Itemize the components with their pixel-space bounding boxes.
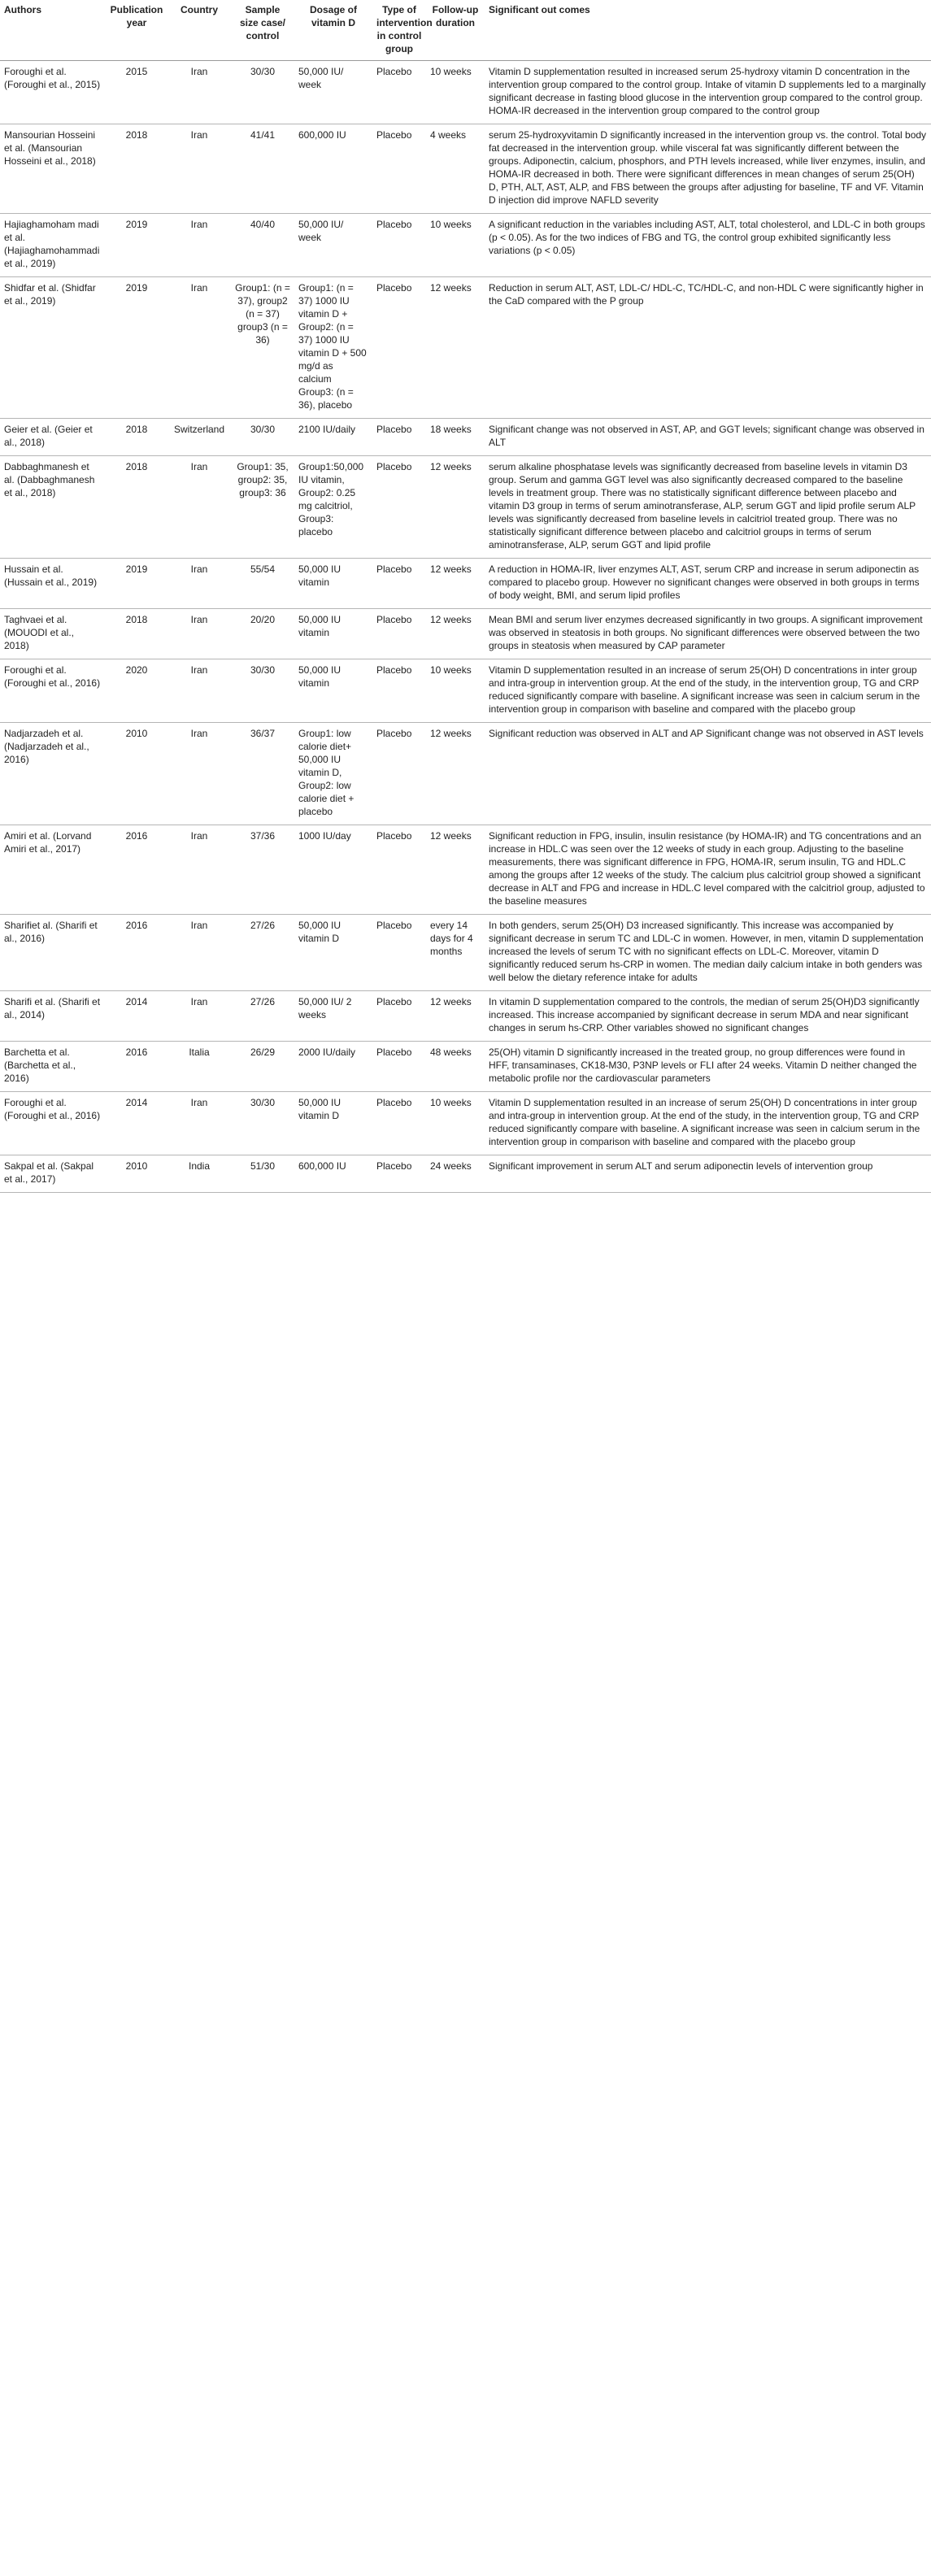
table-row bbox=[0, 609, 931, 659]
cell-followup: 12 weeks bbox=[426, 825, 485, 915]
header-sample-size: Sample size case/ control bbox=[231, 0, 294, 61]
cell-year: 2010 bbox=[106, 723, 167, 825]
cell-authors: Amiri et al. (Lorvand Amiri et al., 2017) bbox=[0, 825, 106, 915]
cell-control: Placebo bbox=[372, 723, 426, 825]
cell-year: 2014 bbox=[106, 1092, 167, 1155]
cell-outcomes: Vitamin D supplementation resulted in an increase of serum 25(OH) D concentrations in inter group and intra-group in intervention group. At the end of the study, in the intervention group, TG and CRP reduced significantly compare with baseline. A significant increase was seen in calcium serum in the intervention group in comparison with baseline and compared with the placebo group bbox=[485, 659, 931, 723]
cell-authors: Foroughi et al. (Foroughi et al., 2015) bbox=[0, 61, 106, 124]
cell-control: Placebo bbox=[372, 1155, 426, 1193]
cell-dosage: 50,000 IU vitamin D bbox=[294, 915, 372, 991]
cell-control: Placebo bbox=[372, 1092, 426, 1155]
table-row bbox=[0, 659, 931, 723]
cell-followup: 12 weeks bbox=[426, 609, 485, 659]
cell-authors: Foroughi et al. (Foroughi et al., 2016) bbox=[0, 659, 106, 723]
cell-dosage: 2100 IU/daily bbox=[294, 419, 372, 456]
cell-country: Iran bbox=[167, 825, 231, 915]
cell-dosage: 600,000 IU bbox=[294, 1155, 372, 1193]
cell-country: Iran bbox=[167, 456, 231, 559]
cell-control: Placebo bbox=[372, 915, 426, 991]
cell-year: 2010 bbox=[106, 1155, 167, 1193]
cell-year: 2020 bbox=[106, 659, 167, 723]
table-row bbox=[0, 1155, 931, 1193]
cell-dosage: Group1: low calorie diet+ 50,000 IU vitamin D, Group2: low calorie diet + placebo bbox=[294, 723, 372, 825]
header-row bbox=[0, 0, 931, 61]
table-header bbox=[0, 0, 931, 61]
header-dosage: Dosage of vitamin D bbox=[294, 0, 372, 61]
cell-country: Switzerland bbox=[167, 419, 231, 456]
cell-authors: Hajiaghamoham madi et al. (Hajiaghamohammadi et al., 2019) bbox=[0, 214, 106, 277]
cell-country: India bbox=[167, 1155, 231, 1193]
cell-sample: 37/36 bbox=[231, 825, 294, 915]
cell-authors: Dabbaghmanesh et al. (Dabbaghmanesh et al., 2018) bbox=[0, 456, 106, 559]
cell-authors: Geier et al. (Geier et al., 2018) bbox=[0, 419, 106, 456]
cell-authors: Shidfar et al. (Shidfar et al., 2019) bbox=[0, 277, 106, 419]
cell-control: Placebo bbox=[372, 277, 426, 419]
cell-sample: 40/40 bbox=[231, 214, 294, 277]
cell-control: Placebo bbox=[372, 659, 426, 723]
table-row bbox=[0, 214, 931, 277]
header-outcomes: Significant out comes bbox=[485, 0, 931, 61]
cell-dosage: 600,000 IU bbox=[294, 124, 372, 214]
cell-sample: 30/30 bbox=[231, 1092, 294, 1155]
cell-outcomes: A reduction in HOMA-IR, liver enzymes ALT, AST, serum CRP and increase in serum adiponectin as compared to placebo group. However no significant changes were observed in both groups in terms of body weight, BMI, and serum lipid profiles bbox=[485, 559, 931, 609]
cell-authors: Mansourian Hosseini et al. (Mansourian Hosseini et al., 2018) bbox=[0, 124, 106, 214]
cell-country: Italia bbox=[167, 1042, 231, 1092]
table-row bbox=[0, 1042, 931, 1092]
cell-country: Iran bbox=[167, 61, 231, 124]
cell-dosage: 1000 IU/day bbox=[294, 825, 372, 915]
cell-followup: 12 weeks bbox=[426, 723, 485, 825]
cell-followup: 12 weeks bbox=[426, 456, 485, 559]
cell-dosage: 50,000 IU/ week bbox=[294, 214, 372, 277]
table-row bbox=[0, 419, 931, 456]
cell-year: 2018 bbox=[106, 609, 167, 659]
cell-outcomes: serum 25-hydroxyvitamin D significantly increased in the intervention group vs. the control. Total body fat decreased in the intervention group. while visceral fat was significantly different between the groups. Adiponectin, calcium, phosphors, and PTH levels increased, while liver enzymes, insulin, and HOMA-IR decreased in both. There were significant differences in mean changes of serum 25(OH) D, PTH, ALT, AST, ALP, and FBS between the groups after adjusting for baseline, TF and VF. Vitamin D injection did improve NAFLD severity bbox=[485, 124, 931, 214]
cell-year: 2016 bbox=[106, 915, 167, 991]
cell-control: Placebo bbox=[372, 419, 426, 456]
cell-outcomes: serum alkaline phosphatase levels was significantly decreased from baseline levels in vitamin D3 group. Serum and gamma GGT level was also significantly decreased compared to the baseline levels in treatment group. There was no statistically significant difference between placebo and vitamin D3 group in terms of serum aminotransferase, ALP, serum GGT and lipid profile serum ALP levels was significantly decreased from baseline levels in calcitriol treated group. There was no statistically significant difference between placebo and calcitriol groups in terms of serum aminotransferase, ALP, serum GGT and lipid profile bbox=[485, 456, 931, 559]
cell-sample: 27/26 bbox=[231, 915, 294, 991]
cell-country: Iran bbox=[167, 991, 231, 1042]
cell-outcomes: Significant reduction in FPG, insulin, insulin resistance (by HOMA-IR) and TG concentrations and an increase in HDL.C was seen over the 12 weeks of study in each group. Adjusting to the baseline measurements, there was significant difference in FPG, HOMA-IR, serum insulin, TG and HDL.C among the groups after 12 weeks of the study. The calcium plus calcitriol group showed a significant decrease in ALT and FPG and increase in HDL.C level compared with the calcitriol group, adjusted to the baseline measures bbox=[485, 825, 931, 915]
cell-country: Iran bbox=[167, 124, 231, 214]
cell-followup: 12 weeks bbox=[426, 991, 485, 1042]
cell-year: 2016 bbox=[106, 1042, 167, 1092]
cell-country: Iran bbox=[167, 915, 231, 991]
cell-control: Placebo bbox=[372, 825, 426, 915]
cell-year: 2015 bbox=[106, 61, 167, 124]
cell-outcomes: 25(OH) vitamin D significantly increased in the treated group, no group differences were found in HFF, transaminases, CK18-M30, P3NP levels or FLI after 24 weeks. Vitamin D neither changed the metabolic profile nor the cardiovascular parameters bbox=[485, 1042, 931, 1092]
cell-sample: 41/41 bbox=[231, 124, 294, 214]
cell-outcomes: Significant improvement in serum ALT and serum adiponectin levels of intervention group bbox=[485, 1155, 931, 1193]
table-row bbox=[0, 61, 931, 124]
cell-followup: 10 weeks bbox=[426, 214, 485, 277]
cell-followup: 10 weeks bbox=[426, 659, 485, 723]
header-authors: Authors bbox=[0, 0, 106, 61]
cell-country: Iran bbox=[167, 609, 231, 659]
header-country: Country bbox=[167, 0, 231, 61]
cell-dosage: 50,000 IU/ week bbox=[294, 61, 372, 124]
cell-dosage: 50,000 IU vitamin bbox=[294, 559, 372, 609]
table-row bbox=[0, 277, 931, 419]
cell-followup: 10 weeks bbox=[426, 61, 485, 124]
table-body bbox=[0, 61, 931, 1193]
cell-outcomes: Significant change was not observed in AST, AP, and GGT levels; significant change was observed in ALT bbox=[485, 419, 931, 456]
table-row bbox=[0, 456, 931, 559]
cell-sample: 30/30 bbox=[231, 61, 294, 124]
cell-sample: 26/29 bbox=[231, 1042, 294, 1092]
cell-year: 2018 bbox=[106, 419, 167, 456]
cell-outcomes: In vitamin D supplementation compared to the controls, the median of serum 25(OH)D3 significantly increased. This increase accompanied by significant decrease in serum MDA and near significant changes in serum hs-CRP. Other variables showed no significant changes bbox=[485, 991, 931, 1042]
table-row bbox=[0, 124, 931, 214]
cell-followup: every 14 days for 4 months bbox=[426, 915, 485, 991]
cell-country: Iran bbox=[167, 1092, 231, 1155]
cell-followup: 4 weeks bbox=[426, 124, 485, 214]
cell-control: Placebo bbox=[372, 456, 426, 559]
cell-authors: Sharifiet al. (Sharifi et al., 2016) bbox=[0, 915, 106, 991]
cell-outcomes: Vitamin D supplementation resulted in an increase of serum 25(OH) D concentrations in inter group and intra-group in intervention group. At the end of the study, in the intervention group, TG and CRP reduced significantly compare with baseline. A significant increase was seen in calcium serum in the intervention group in comparison with baseline and compared with the placebo group bbox=[485, 1092, 931, 1155]
cell-outcomes: Significant reduction was observed in ALT and AP Significant change was not observed in AST levels bbox=[485, 723, 931, 825]
cell-sample: 20/20 bbox=[231, 609, 294, 659]
cell-control: Placebo bbox=[372, 124, 426, 214]
cell-year: 2019 bbox=[106, 214, 167, 277]
cell-year: 2018 bbox=[106, 124, 167, 214]
cell-authors: Foroughi et al. (Foroughi et al., 2016) bbox=[0, 1092, 106, 1155]
table-row bbox=[0, 559, 931, 609]
cell-outcomes: A significant reduction in the variables including AST, ALT, total cholesterol, and LDL-C in both groups (p < 0.05). As for the two indices of FBG and TG, the control group exhibited significantly less variations (p < 0.05) bbox=[485, 214, 931, 277]
cell-year: 2018 bbox=[106, 456, 167, 559]
cell-followup: 12 weeks bbox=[426, 277, 485, 419]
cell-followup: 18 weeks bbox=[426, 419, 485, 456]
cell-authors: Sakpal et al. (Sakpal et al., 2017) bbox=[0, 1155, 106, 1193]
cell-sample: 30/30 bbox=[231, 419, 294, 456]
header-control-type: Type of intervention in control group bbox=[372, 0, 426, 61]
cell-authors: Barchetta et al. (Barchetta et al., 2016) bbox=[0, 1042, 106, 1092]
cell-dosage: 50,000 IU vitamin bbox=[294, 609, 372, 659]
table-row bbox=[0, 915, 931, 991]
cell-country: Iran bbox=[167, 559, 231, 609]
cell-dosage: 50,000 IU/ 2 weeks bbox=[294, 991, 372, 1042]
cell-control: Placebo bbox=[372, 1042, 426, 1092]
cell-year: 2014 bbox=[106, 991, 167, 1042]
cell-authors: Sharifi et al. (Sharifi et al., 2014) bbox=[0, 991, 106, 1042]
cell-authors: Nadjarzadeh et al. (Nadjarzadeh et al., 2016) bbox=[0, 723, 106, 825]
table-row bbox=[0, 1092, 931, 1155]
cell-dosage: 2000 IU/daily bbox=[294, 1042, 372, 1092]
cell-country: Iran bbox=[167, 659, 231, 723]
cell-outcomes: Vitamin D supplementation resulted in increased serum 25-hydroxy vitamin D concentration in the intervention group compared to the control group. Intake of vitamin D supplements led to a marginally significant decrease in fasting blood glucose in the intervention group compared to the control group. HOMA-IR decreased in the intervention group compared to the control group bbox=[485, 61, 931, 124]
cell-sample: 55/54 bbox=[231, 559, 294, 609]
cell-authors: Taghvaei et al. (MOUODI et al., 2018) bbox=[0, 609, 106, 659]
cell-outcomes: In both genders, serum 25(OH) D3 increased significantly. This increase was accompanied by significant decrease in serum TC and LDL-C in women. However, in men, vitamin D supplementation increased the levels of serum TC with no significant effects on LDL-C. Moreover, vitamin D significantly reduced serum hs-CRP in women. The median daily calcium intake in both genders was well below the dietary reference intake for adults bbox=[485, 915, 931, 991]
cell-outcomes: Reduction in serum ALT, AST, LDL-C/ HDL-C, TC/HDL-C, and non-HDL C were significantly higher in the CaD compared with the P group bbox=[485, 277, 931, 419]
cell-sample: 36/37 bbox=[231, 723, 294, 825]
cell-sample: 51/30 bbox=[231, 1155, 294, 1193]
table-row bbox=[0, 723, 931, 825]
cell-followup: 24 weeks bbox=[426, 1155, 485, 1193]
cell-control: Placebo bbox=[372, 559, 426, 609]
cell-country: Iran bbox=[167, 214, 231, 277]
cell-sample: Group1: 35, group2: 35, group3: 36 bbox=[231, 456, 294, 559]
cell-control: Placebo bbox=[372, 61, 426, 124]
cell-followup: 48 weeks bbox=[426, 1042, 485, 1092]
table-row bbox=[0, 825, 931, 915]
cell-sample: Group1: (n = 37), group2 (n = 37) group3 (n = 36) bbox=[231, 277, 294, 419]
vitamin-d-trials-table bbox=[0, 0, 931, 1193]
cell-sample: 27/26 bbox=[231, 991, 294, 1042]
cell-dosage: 50,000 IU vitamin bbox=[294, 659, 372, 723]
cell-dosage: Group1: (n = 37) 1000 IU vitamin D + Group2: (n = 37) 1000 IU vitamin D + 500 mg/d as calcium Group3: (n = 36), placebo bbox=[294, 277, 372, 419]
cell-control: Placebo bbox=[372, 609, 426, 659]
cell-dosage: Group1:50,000 IU vitamin, Group2: 0.25 mg calcitriol, Group3: placebo bbox=[294, 456, 372, 559]
cell-outcomes: Mean BMI and serum liver enzymes decreased significantly in two groups. A significant improvement was observed in steatosis in both groups. No significant differences were observed between the two groups in steatosis when measured by CAP parameter bbox=[485, 609, 931, 659]
cell-year: 2019 bbox=[106, 277, 167, 419]
cell-dosage: 50,000 IU vitamin D bbox=[294, 1092, 372, 1155]
cell-year: 2019 bbox=[106, 559, 167, 609]
cell-country: Iran bbox=[167, 277, 231, 419]
cell-followup: 10 weeks bbox=[426, 1092, 485, 1155]
cell-sample: 30/30 bbox=[231, 659, 294, 723]
cell-country: Iran bbox=[167, 723, 231, 825]
header-publication-year: Publication year bbox=[106, 0, 167, 61]
cell-authors: Hussain et al. (Hussain et al., 2019) bbox=[0, 559, 106, 609]
cell-control: Placebo bbox=[372, 991, 426, 1042]
header-follow-up: Follow-up duration bbox=[426, 0, 485, 61]
cell-year: 2016 bbox=[106, 825, 167, 915]
cell-followup: 12 weeks bbox=[426, 559, 485, 609]
table-row bbox=[0, 991, 931, 1042]
cell-control: Placebo bbox=[372, 214, 426, 277]
